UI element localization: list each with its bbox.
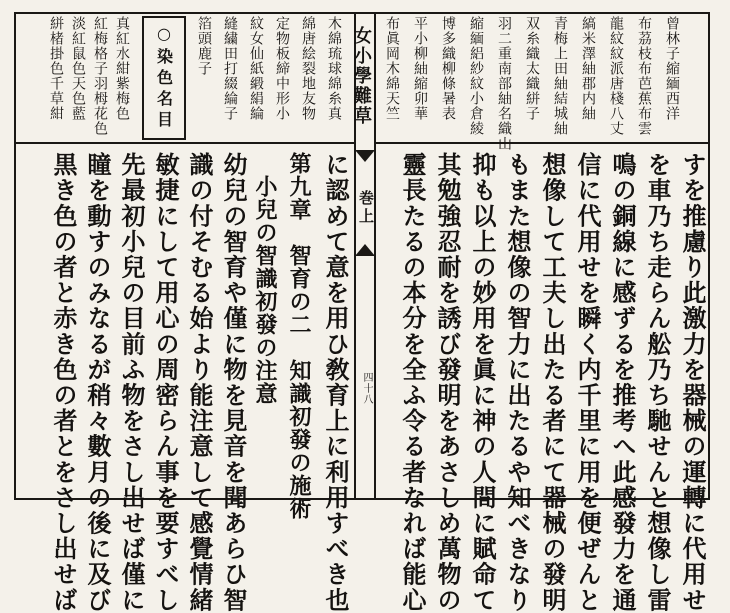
glossary-column: 定物板締中形小 bbox=[274, 16, 290, 121]
glossary-column: 双糸織太織絣子 bbox=[524, 16, 540, 121]
text-column: 瞳を動すのみなるが稍々數月の後に及び bbox=[83, 152, 112, 613]
text-column: 識の付そむる始より能注意して感覺情緒 bbox=[185, 152, 214, 613]
glossary-column: 平小柳紬縮卯華 bbox=[412, 16, 428, 121]
text-column: 抑も以上の妙用を眞に神の人間に賦命て bbox=[468, 152, 497, 613]
glossary-column: 青梅上田紬結城紬 bbox=[552, 16, 568, 136]
text-column: を車乃ち走らん舩乃ち馳せんと想像し雷 bbox=[643, 152, 672, 613]
glossary-column: 羽二重南部紬名織山 bbox=[496, 16, 512, 151]
text-column: 鳴の銅線に感ずるを推考へ此感發力を通 bbox=[608, 152, 637, 613]
glossary-column: 木綿琉球綿糸真 bbox=[326, 16, 342, 121]
chapter-heading: 第九章 智育の二 知識初發の施術 bbox=[286, 152, 312, 520]
glossary-column: 淡紅鼠色天色藍 bbox=[70, 16, 86, 121]
text-column: すを推慮り此激力を器械の運轉に代用せ bbox=[678, 152, 707, 613]
glossary-column: 布茘枝布芭蕉布雲 bbox=[636, 16, 652, 136]
dye-names-label-box bbox=[142, 16, 186, 140]
text-column: 幼兒の智育や僅に物を見音を聞あらひ智 bbox=[219, 152, 248, 613]
text-column: 敏捷にして用心の周密らん事を要すべし bbox=[151, 152, 180, 613]
dye-names-heading: ○染色名目 bbox=[154, 24, 174, 132]
glossary-column: 龍紋紋派唐棧八丈 bbox=[608, 16, 624, 136]
running-title: 女小學難草 bbox=[351, 26, 372, 126]
glossary-column: 箔頭鹿子 bbox=[196, 16, 212, 76]
text-column: に認めて意を用ひ敎育上に利用すべき也 bbox=[321, 152, 350, 613]
spine-chevron-top bbox=[355, 150, 375, 162]
text-column: 其勉強忍耐を誘び發明をあさしめ萬物の bbox=[433, 152, 462, 613]
section-heading: 小兒の智識初發の注意 bbox=[252, 152, 278, 405]
glossary-column: 博多織柳條暑表 bbox=[440, 16, 456, 121]
glossary-column: 真紅水紺紫梅色 bbox=[114, 16, 130, 121]
page-number: 四十八 bbox=[361, 372, 372, 405]
glossary-column: 曾林子縮緬西洋 bbox=[664, 16, 680, 121]
glossary-column: 絣楮掛色千草紺 bbox=[48, 16, 64, 121]
glossary-column: 綿唐絵裂地友物 bbox=[300, 16, 316, 121]
glossary-column: 縮緬絽紗紋小倉綾 bbox=[468, 16, 484, 136]
band-divider bbox=[14, 142, 356, 144]
glossary-column: 紋女仙紙緞絹綸 bbox=[248, 16, 264, 121]
text-column: 先最初小兒の目前ふ物をさし出せば僅に bbox=[117, 152, 146, 613]
text-column: 想像して工夫し出たる者にて器械の發明 bbox=[538, 152, 567, 613]
glossary-column: 縫繍田打綴綸子 bbox=[222, 16, 238, 121]
glossary-column: 縞米澤紬郡内紬 bbox=[580, 16, 596, 121]
text-column: 信に代用せを瞬く内千里に用を便ぜんと bbox=[573, 152, 602, 613]
text-column: 黒き色の者と赤き色の者とをさし出せば bbox=[49, 152, 78, 613]
volume-label: 巻上 bbox=[357, 190, 375, 226]
text-column: 靈長たるの本分を全ふ令る者なれば能心 bbox=[398, 152, 427, 613]
text-column: もまた想像の智力に出たるや知べきなり bbox=[503, 152, 532, 613]
glossary-column: 布眞岡木綿天竺 bbox=[384, 16, 400, 121]
band-divider-right bbox=[376, 142, 708, 144]
spine-chevron-bottom bbox=[355, 244, 375, 256]
glossary-column: 紅梅格子羽栂花色 bbox=[92, 16, 108, 136]
